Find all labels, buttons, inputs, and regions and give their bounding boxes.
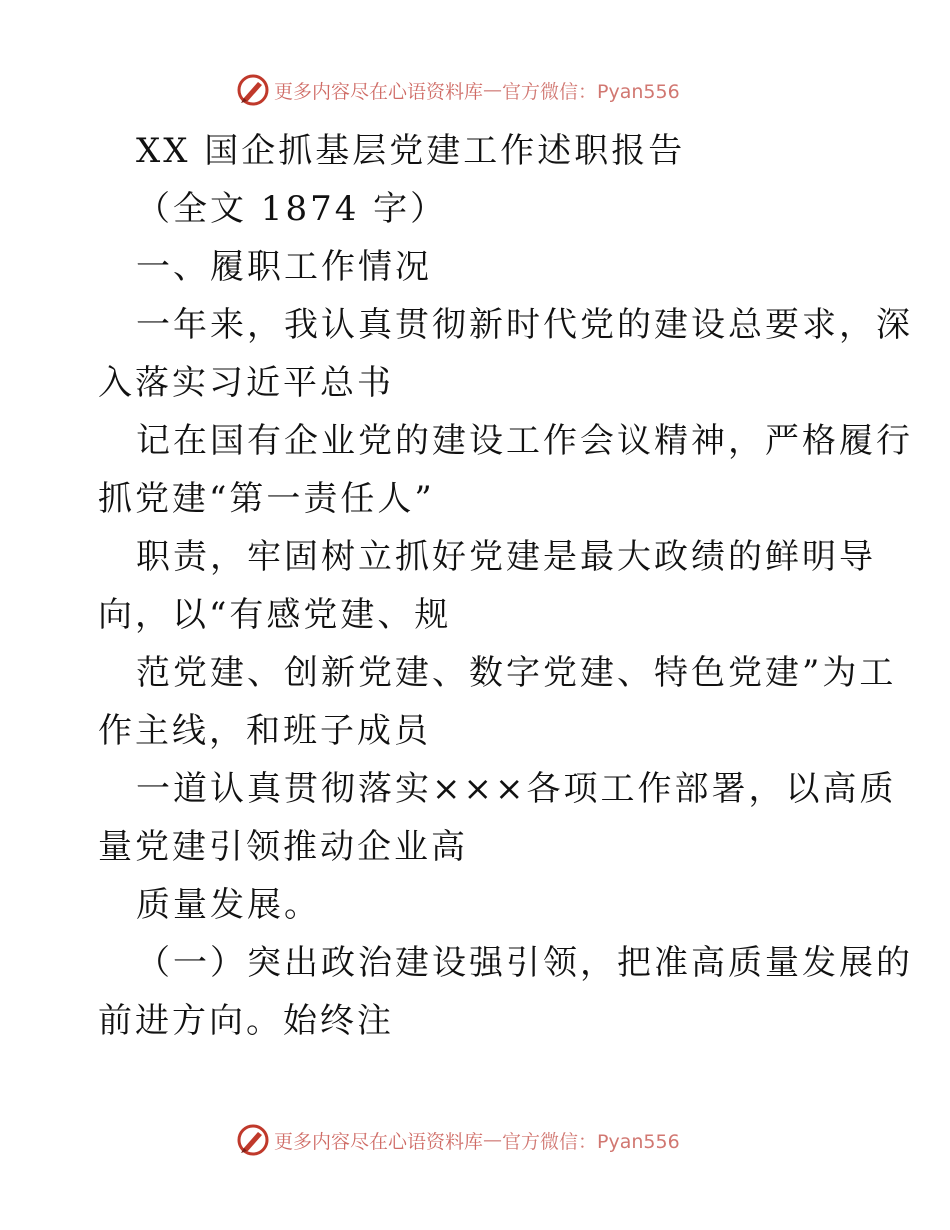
- paragraph-line: 一道认真贯彻落实×××各项工作部署，以高质: [136, 769, 897, 809]
- watermark-text: 更多内容尽在心语资料库: [274, 80, 484, 103]
- paragraph-line: 抓党建“第一责任人”: [98, 479, 435, 519]
- watermark-separator: —: [483, 79, 503, 101]
- paragraph-line: 职责，牢固树立抓好党建是最大政绩的鲜明导: [136, 537, 876, 577]
- paragraph-line: 质量发展。: [136, 885, 321, 925]
- pen-logo-icon: [236, 73, 270, 107]
- paragraph-line: 入落实习近平总书: [98, 363, 394, 403]
- watermark-separator: —: [483, 1129, 503, 1151]
- footer-watermark: [236, 1122, 680, 1158]
- paragraph-line: 记在国有企业党的建设工作会议精神，严格履行: [136, 421, 913, 461]
- word-count: （全文 1874 字）: [136, 189, 448, 229]
- document-title: XX 国企抓基层党建工作述职报告: [136, 131, 686, 171]
- paragraph-line: 一年来，我认真贯彻新时代党的建设总要求，深: [136, 305, 913, 345]
- paragraph-line: 范党建、创新党建、数字党建、特色党建”为工: [136, 653, 897, 693]
- watermark-contact: 官方微信：Pyan556: [502, 80, 680, 103]
- paragraph-line: 量党建引领推动企业高: [98, 827, 468, 867]
- paragraph-line: 作主线，和班子成员: [98, 711, 431, 751]
- pen-logo-icon: [236, 1123, 270, 1157]
- header-watermark: [236, 72, 680, 108]
- document-body: [98, 122, 913, 1050]
- section-heading: 一、履职工作情况: [136, 247, 432, 287]
- watermark-contact: 官方微信：Pyan556: [502, 1130, 680, 1153]
- paragraph-line: 向，以“有感党建、规: [98, 595, 452, 635]
- subsection-heading: （一）突出政治建设强引领，把准高质量发展的: [136, 943, 913, 983]
- paragraph-line: 前进方向。始终注: [98, 1001, 394, 1041]
- watermark-text: 更多内容尽在心语资料库: [274, 1130, 484, 1153]
